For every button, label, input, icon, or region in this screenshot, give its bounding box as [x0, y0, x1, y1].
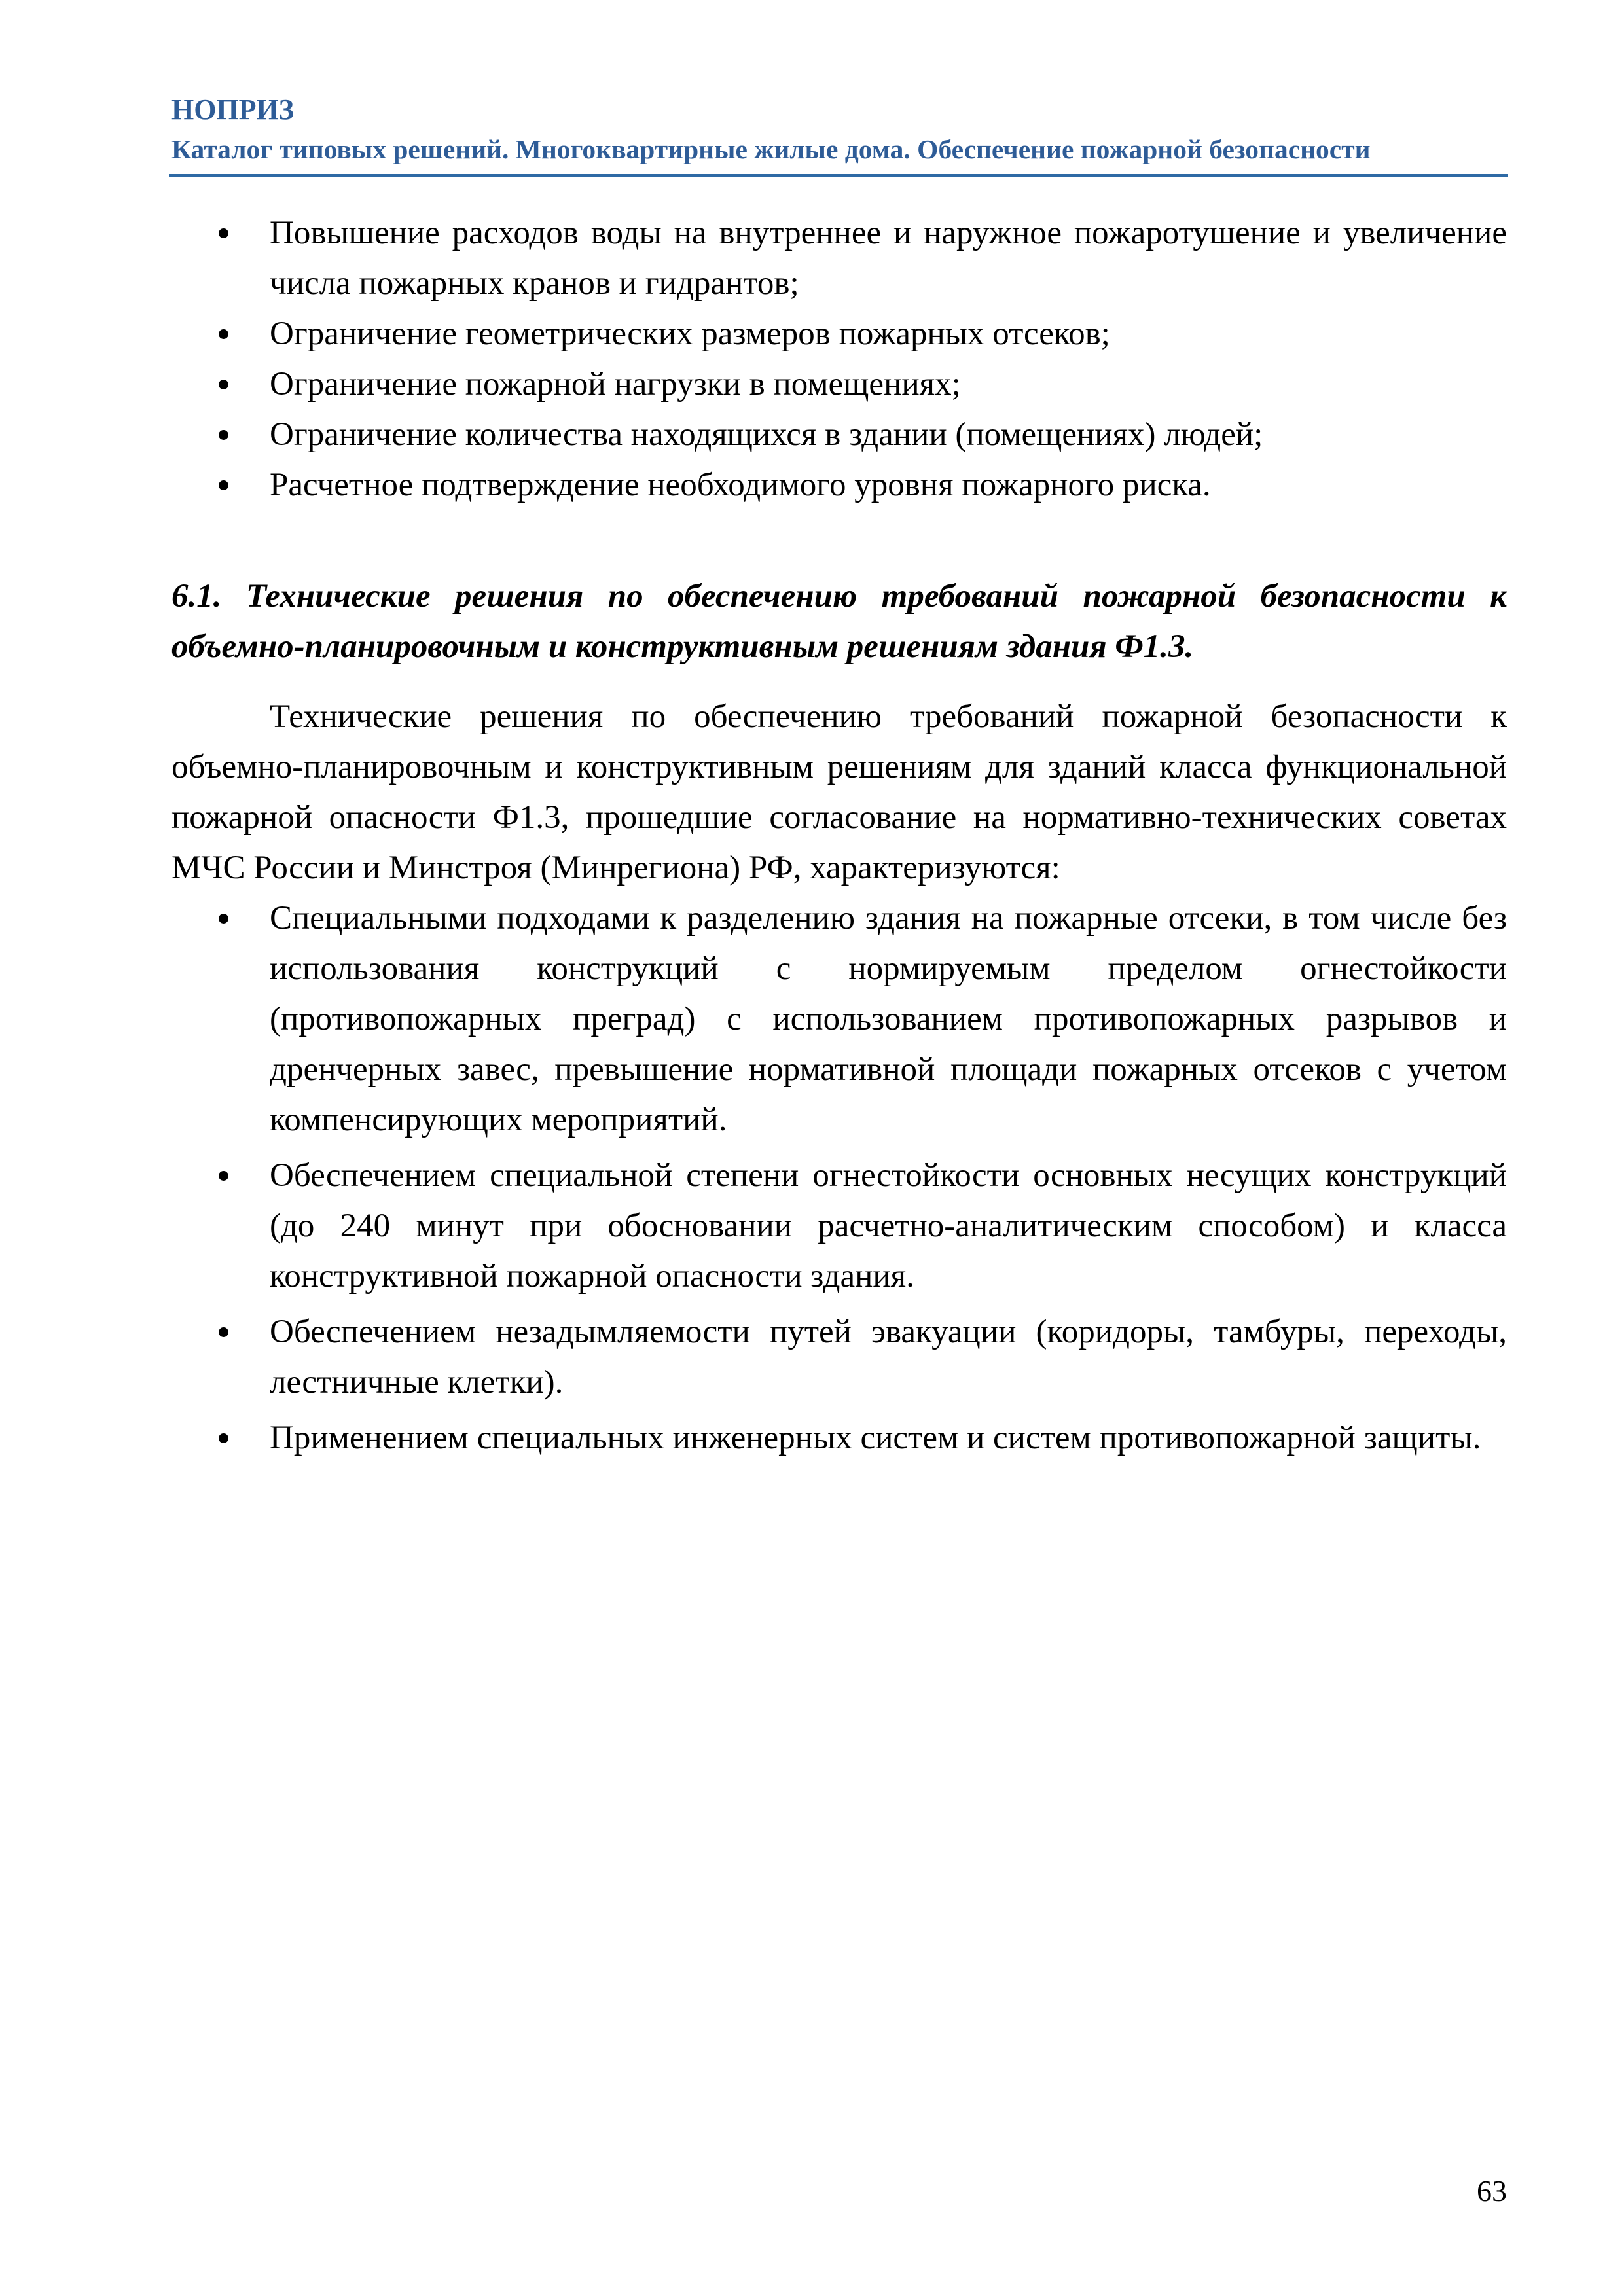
- bullet-icon: [219, 329, 228, 339]
- bullet-icon: [219, 1171, 228, 1181]
- list-item: [171, 1307, 1507, 1408]
- bullet-icon: [219, 380, 228, 389]
- top-bullet-list: [171, 208, 1507, 511]
- list-item: [171, 410, 1507, 460]
- page-number: 63: [1477, 2174, 1507, 2208]
- list-item-text: Обеспечением специальной степени огнестойкости основных несущих конструкций (до 240 минут при обосновании расчетно-аналитическим способом) и класса конструктивной пожарной опасности здания.: [270, 1157, 1507, 1295]
- page-content: [171, 208, 1507, 1469]
- list-item-text: Расчетное подтверждение необходимого уровня пожарного риска.: [270, 467, 1211, 503]
- bullet-icon: [219, 1433, 228, 1443]
- list-item-text: Обеспечением незадымляемости путей эвакуации (коридоры, тамбуры, переходы, лестничные клетки).: [270, 1314, 1507, 1401]
- list-item: [171, 309, 1507, 359]
- section-heading: 6.1. Технические решения по обеспечению требований пожарной безопасности к объемно-планировочным и конструктивным решениям здания Ф1.3.: [171, 578, 1507, 665]
- list-item: [171, 1151, 1507, 1302]
- list-item-text: Ограничение количества находящихся в здании (помещениях) людей;: [270, 416, 1263, 453]
- header-organization: НОПРИЗ: [171, 94, 294, 126]
- list-item: [171, 359, 1507, 410]
- bullet-icon: [219, 430, 228, 440]
- list-item: [171, 460, 1507, 511]
- bullet-icon: [219, 480, 228, 490]
- header-subtitle: Каталог типовых решений. Многоквартирные жилые дома. Обеспечение пожарной безопасности: [171, 134, 1371, 164]
- bullet-icon: [219, 228, 228, 238]
- bullet-icon: [219, 914, 228, 924]
- list-item: [171, 1413, 1507, 1463]
- section-paragraph: Технические решения по обеспечению требований пожарной безопасности к объемно-планировочным и конструктивным решениям для зданий класса функциональной пожарной опасности Ф1.3, прошедшие согласование на нормативно-технических советах МЧС России и Минстроя (Минрегиона) РФ, характеризуются:: [171, 698, 1507, 886]
- list-item-text: Повышение расходов воды на внутреннее и наружное пожаротушение и увеличение числа пожарных кранов и гидрантов;: [270, 215, 1507, 302]
- section-bullet-list: [171, 893, 1507, 1463]
- list-item: [171, 893, 1507, 1145]
- header-divider: [169, 174, 1508, 177]
- list-item: [171, 208, 1507, 309]
- list-item-text: Ограничение пожарной нагрузки в помещениях;: [270, 366, 961, 403]
- list-item-text: Ограничение геометрических размеров пожарных отсеков;: [270, 315, 1110, 352]
- bullet-icon: [219, 1327, 228, 1337]
- page-header: [171, 90, 1507, 169]
- list-item-text: Специальными подходами к разделению здания на пожарные отсеки, в том числе без использования конструкций с нормируемым пределом огнестойкости (противопожарных преград) с использованием противопожарных разрывов и дренчерных завес, превышение нормативной площади пожарных отсеков с учетом компенсирующих мероприятий.: [270, 900, 1507, 1138]
- list-item-text: Применением специальных инженерных систем и систем противопожарной защиты.: [270, 1420, 1481, 1456]
